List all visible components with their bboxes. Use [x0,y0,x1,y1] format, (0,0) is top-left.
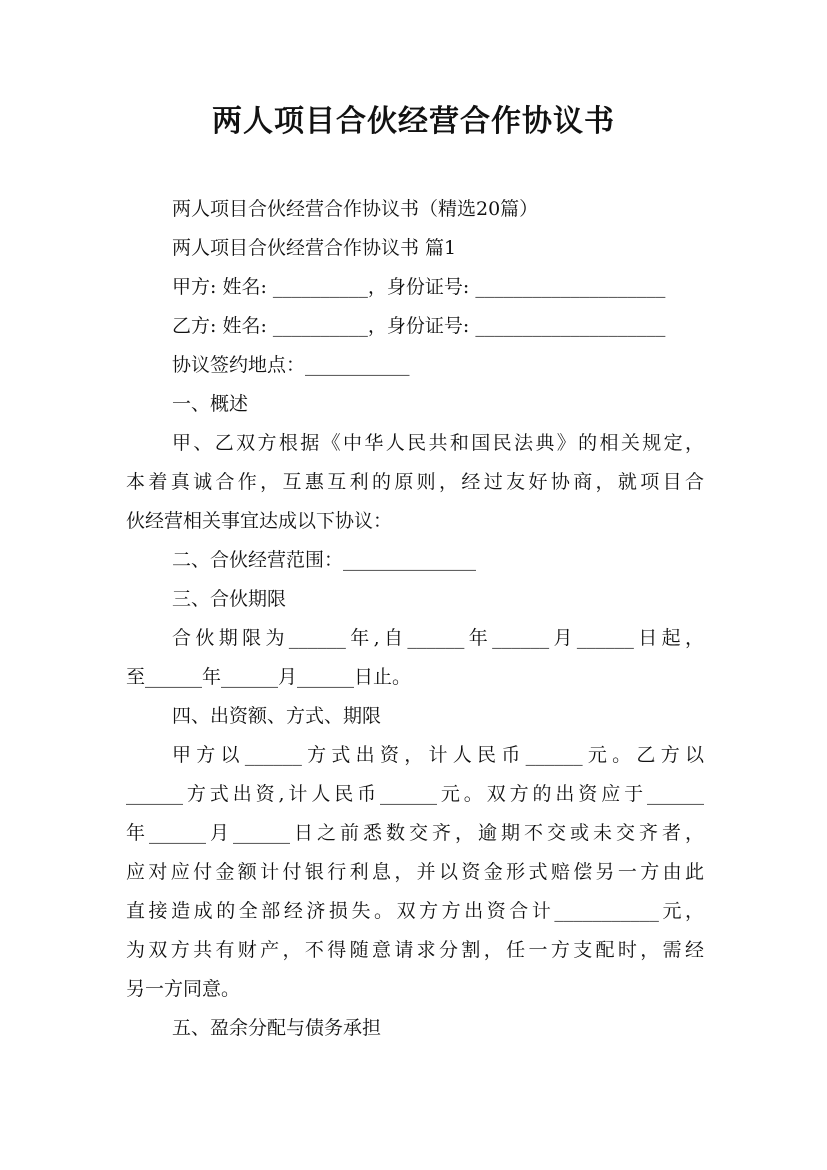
paragraph-line: 至______年______月______日止。 [126,666,412,688]
clause-heading: 一、概述 [172,393,249,415]
party-b-line: 乙方: 姓名: __________，身份证号: ____________________ [172,315,666,337]
party-a-line: 甲方: 姓名: __________，身份证号: ____________________ [172,276,666,298]
section-heading: 两人项目合伙经营合作协议书 篇1 [172,237,457,259]
subtitle-line: 两人项目合伙经营合作协议书（精选20篇） [172,198,539,220]
paragraph-line: 应对应付金额计付银行利息，并以资金形式赔偿另一方由此 [126,861,704,883]
paragraph-line: 年______月______日之前悉数交齐，逾期不交或未交齐者， [126,822,704,844]
paragraph-line: 甲、乙双方根据《中华人民共和国民法典》的相关规定， [172,432,704,454]
paragraph-line: 直接造成的全部经济损失。双方方出资合计___________元， [126,900,704,922]
clause-heading: 二、合伙经营范围：______________ [172,549,477,571]
clause-heading: 五、盈余分配与债务承担 [172,1017,382,1039]
paragraph-line: 本着真诚合作，互惠互利的原则，经过友好协商，就项目合 [126,471,704,493]
clause-heading: 四、出资额、方式、期限 [172,705,382,727]
document-title: 两人项目合伙经营合作协议书 [212,104,615,139]
paragraph-line: ______方式出资,计人民币______元。双方的出资应于______ [126,783,704,805]
clause-heading: 三、合伙期限 [172,588,287,610]
paragraph-line: 另一方同意。 [126,978,241,1000]
paragraph-line: 合伙期限为______年,自______年______月______日起， [172,627,704,649]
paragraph-line: 为双方共有财产，不得随意请求分割，任一方支配时，需经 [126,939,704,961]
document-body [126,190,704,1048]
paragraph-line: 伙经营相关事宜达成以下协议： [126,510,393,532]
paragraph-line: 甲方以______方式出资，计人民币______元。乙方以 [172,744,704,766]
signing-place-line: 协议签约地点：___________ [172,354,410,376]
